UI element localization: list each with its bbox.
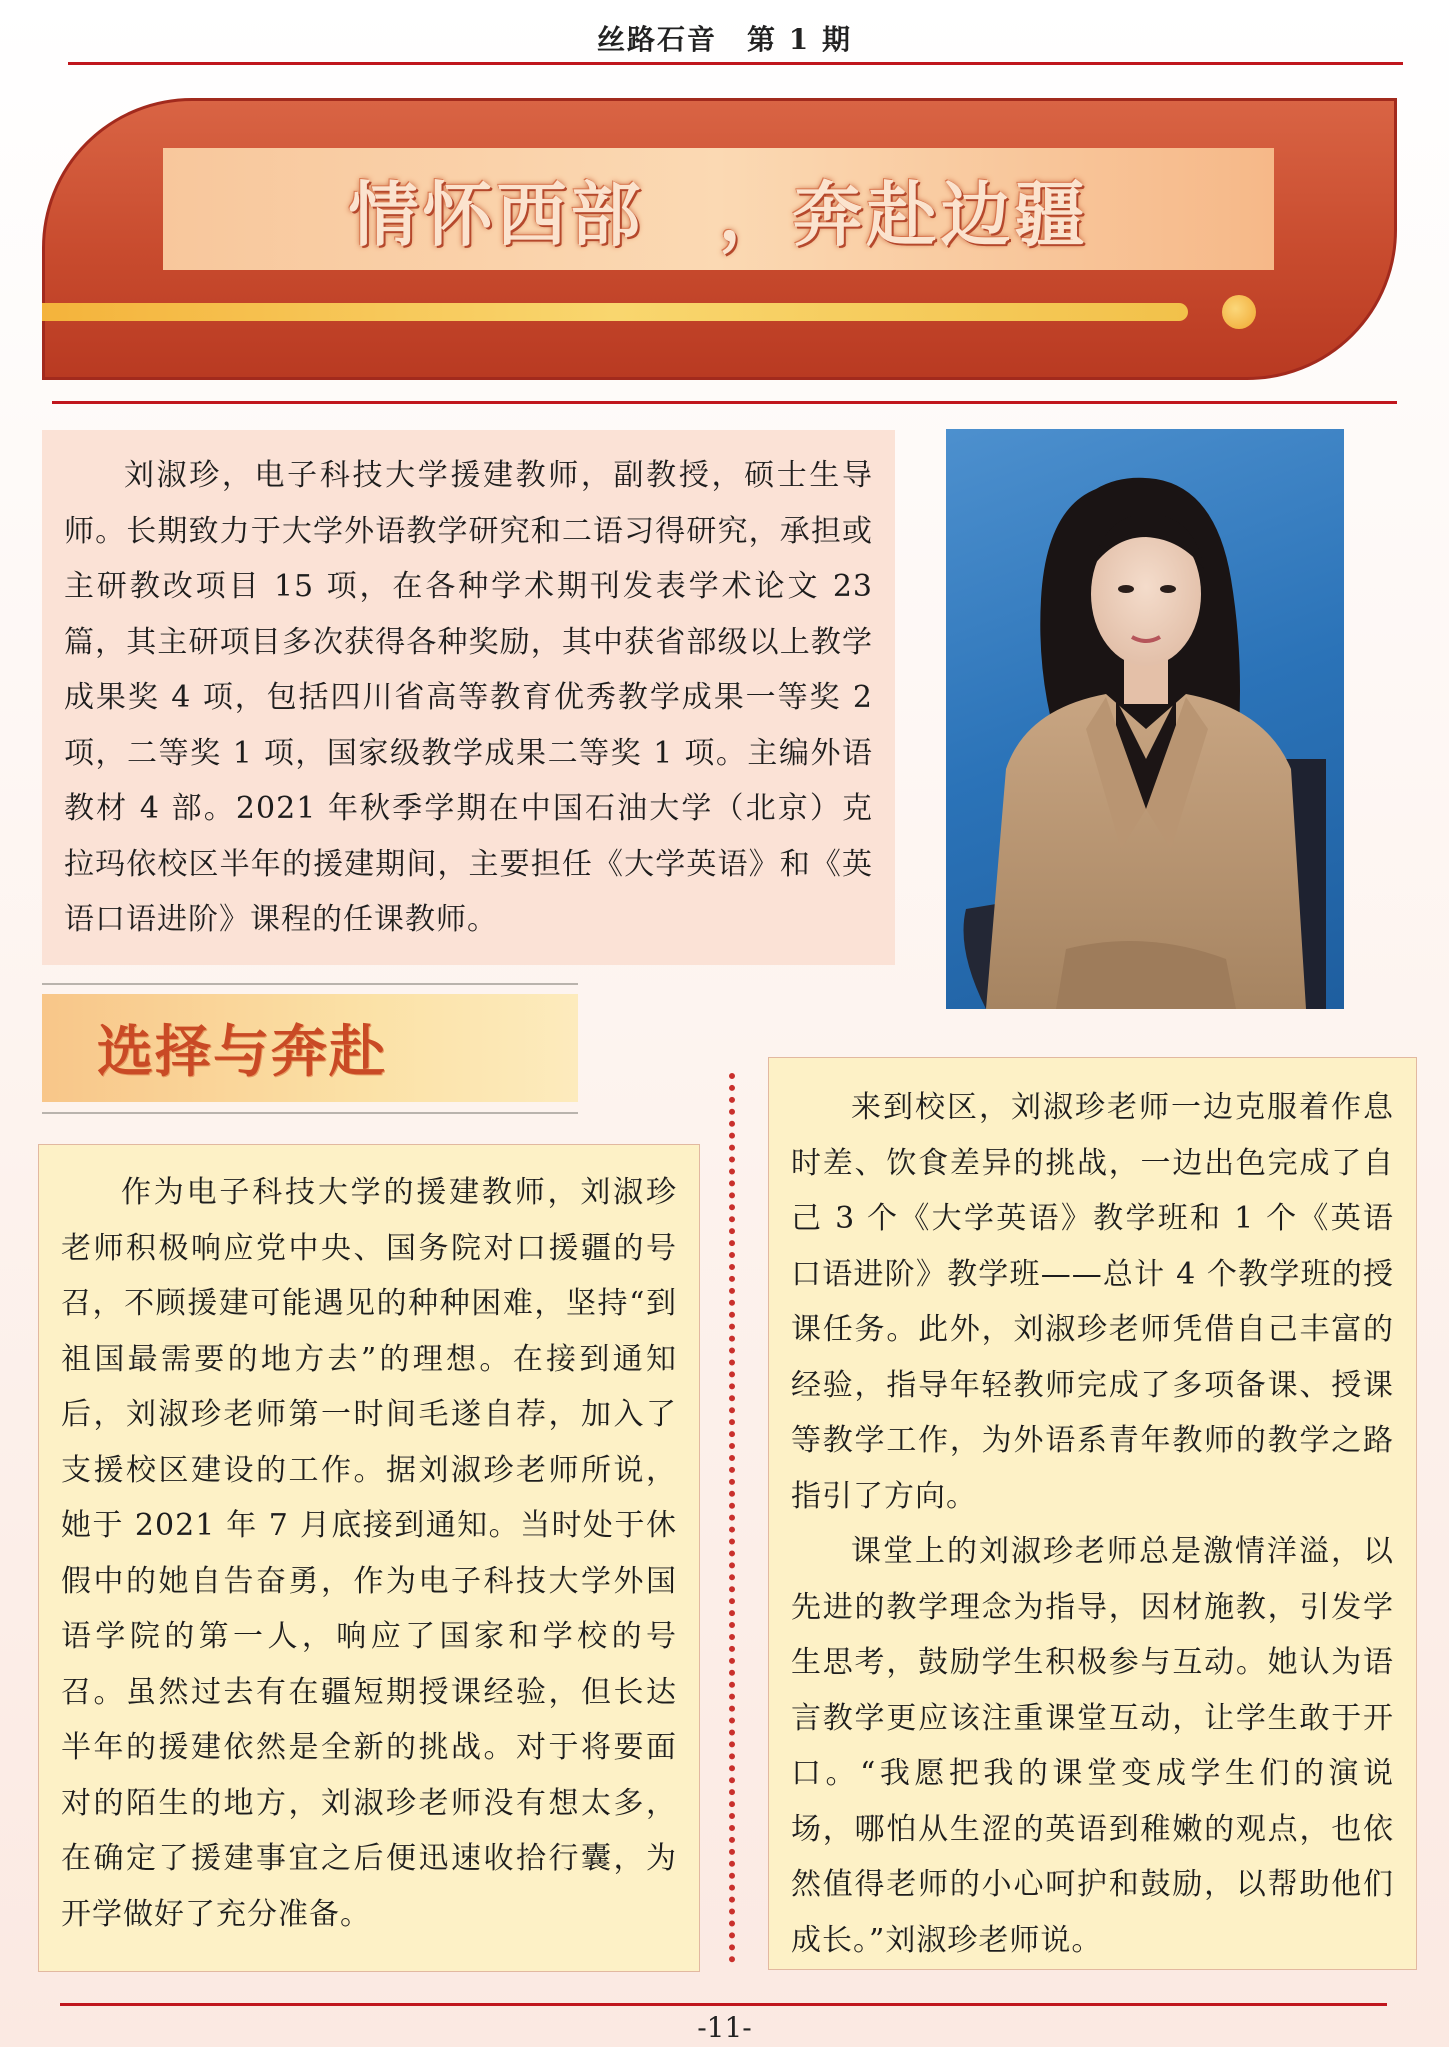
left-article-column: [38, 1144, 700, 1972]
section-title: 选择与奔赴: [97, 1019, 387, 1085]
right-article-column: [768, 1057, 1417, 1970]
banner-title-box: [163, 148, 1274, 270]
header-title: 丝路石音 第 1 期: [597, 23, 852, 56]
bio-box: [42, 430, 895, 965]
right-paragraph-2: 课堂上的刘淑珍老师总是激情洋溢，以先进的教学理念为指导，因材施教，引发学生思考，鼓励学生积极参与互动。她认为语言教学更应该注重课堂互动，让学生敢于开口。“我愿把我的课堂变成学生们的演说场，哪怕从生涩的英语到稚嫩的观点，也依然值得老师的小心呵护和鼓励，以帮助他们成长。”刘淑珍老师说。: [791, 1534, 1394, 1958]
banner-rule: [52, 401, 1397, 404]
right-paragraph-1: 来到校区，刘淑珍老师一边克服着作息时差、饮食差异的挑战，一边出色完成了自己 3 个《大学英语》教学班和 1 个《英语口语进阶》教学班——总计 4 个教学班的授课任务。此外，刘淑珍老师凭借自己丰富的经验，指导年轻教师完成了多项备课、授课等教学工作，为外语系青年教师的教学之路指引了方向。: [791, 1090, 1394, 1514]
section-divider-bottom: [42, 1112, 578, 1114]
page-number: -11-: [697, 2011, 752, 2044]
section-heading-box: [42, 994, 578, 1102]
section-divider-top: [42, 983, 578, 985]
portrait-illustration: [946, 429, 1344, 1009]
left-paragraph: 作为电子科技大学的援建教师，刘淑珍老师积极响应党中央、国务院对口援疆的号召，不顾援建可能遇见的种种困难，坚持“到祖国最需要的地方去”的理想。在接到通知后，刘淑珍老师第一时间毛遂自荐，加入了支援校区建设的工作。据刘淑珍老师所说，她于 2021 年 7 月底接到通知。当时处于休假中的她自告奋勇，作为电子科技大学外国语学院的第一人，响应了国家和学校的号召。虽然过去有在疆短期授课经验，但长达半年的援建依然是全新的挑战。对于将要面对的陌生的地方，刘淑珍老师没有想太多，在确定了援建事宜之后便迅速收拾行囊，为开学做好了充分准备。: [61, 1175, 677, 1932]
portrait-photo: [946, 429, 1344, 1009]
banner-dot: [1222, 295, 1256, 329]
banner-stripe: [42, 303, 1188, 321]
column-dotted-divider: [729, 1073, 735, 1963]
banner-title: 情怀西部 ，奔赴边疆: [348, 172, 1089, 256]
footer-rule: [60, 2003, 1387, 2006]
bio-text: 刘淑珍，电子科技大学援建教师，副教授，硕士生导师。长期致力于大学外语教学研究和二语习得研究，承担或主研教改项目 15 项，在各种学术期刊发表学术论文 23 篇，其主研项目多次获得各种奖励，其中获省部级以上教学成果奖 4 项，包括四川省高等教育优秀教学成果一等奖 2 项，二等奖 1 项，国家级教学成果二等奖 1 项。主编外语教材 4 部。2021 年秋季学期在中国石油大学（北京）克拉玛依校区半年的援建期间，主要担任《大学英语》和《英语口语进阶》课程的任课教师。: [64, 458, 873, 937]
header-rule: [68, 62, 1403, 65]
